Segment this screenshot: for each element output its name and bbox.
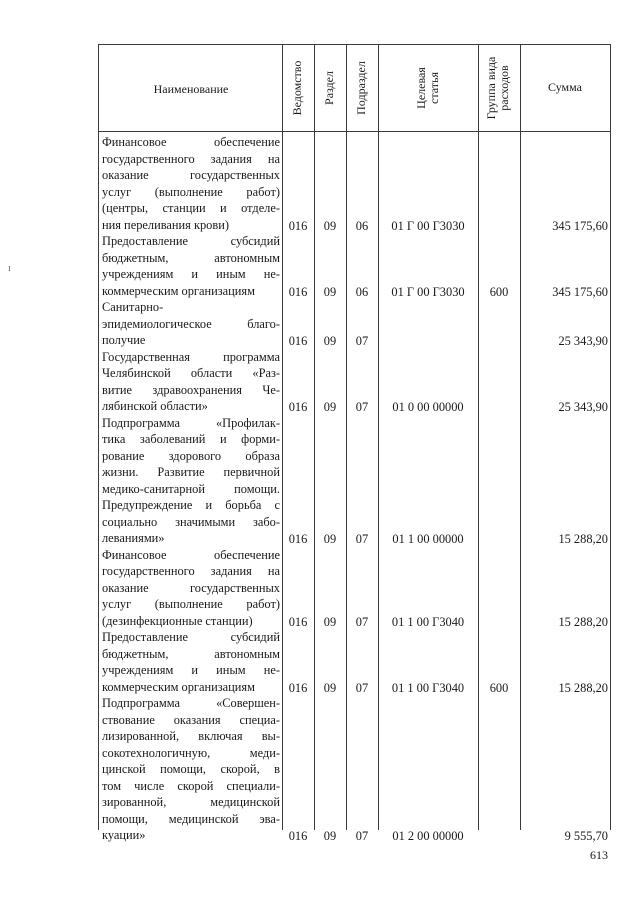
row-name-line: ствование оказания специа-	[102, 712, 280, 727]
row-name-line: коммерческим организациям	[102, 679, 255, 694]
row-razdel: 09	[323, 334, 337, 348]
row-name-line: Санитарно-	[102, 300, 164, 314]
row-summa: 15 288,20	[558, 532, 608, 546]
header-name: Наименование	[153, 82, 229, 96]
row-podrazdel: 06	[355, 218, 369, 233]
row-name	[102, 299, 280, 349]
row-name-line: Подпрограмма «Профилак-	[102, 415, 280, 430]
row-name-line: бюджетным, автономным	[102, 646, 280, 661]
row-name	[102, 695, 280, 844]
header-gruppa-line1: Группа вида	[484, 56, 498, 120]
row-summa: 345 175,60	[552, 218, 608, 233]
col-border-celevaya	[378, 44, 379, 830]
row-name-line: жизни. Развитие первичной	[102, 465, 280, 479]
row-name-line: ния переливания крови)	[102, 217, 229, 232]
row-name-line: услуг (выполнение работ)	[102, 597, 280, 611]
header-celevaya-line2: статья	[427, 72, 441, 104]
row-name-line: учреждениям и иным не-	[102, 267, 280, 281]
col-border-left	[98, 44, 99, 830]
row-name-line: оказание государственных	[102, 168, 280, 182]
row-razdel: 09	[323, 532, 337, 546]
row-celevaya: 01 Г 00 Г3030	[391, 218, 465, 233]
row-gruppa: 600	[489, 284, 509, 299]
table-top-border	[98, 44, 610, 45]
row-vedomstvo: 016	[288, 680, 308, 695]
row-name-line: бюджетным, автономным	[102, 250, 280, 265]
row-name-line: получие	[102, 333, 146, 347]
header-razdel: Раздел	[322, 71, 336, 105]
row-name	[102, 233, 280, 299]
row-name-line: зированной, медицинской	[102, 795, 280, 809]
header-vedomstvo: Ведомство	[290, 60, 304, 116]
row-name-line: леваниями»	[102, 531, 165, 545]
page-number: 613	[590, 848, 608, 862]
row-razdel: 09	[323, 829, 337, 843]
row-vedomstvo: 016	[288, 400, 308, 414]
row-podrazdel: 07	[355, 614, 369, 629]
header-celevaya	[415, 43, 441, 133]
row-name-line: оказание государственных	[102, 580, 280, 595]
row-name-line: Челябинской области «Раз-	[102, 366, 280, 380]
row-name-line: Предоставление субсидий	[102, 234, 280, 248]
row-celevaya: 01 1 00 00000	[392, 532, 464, 546]
row-name-line: помощи, медицинской эва-	[102, 811, 280, 826]
row-razdel: 09	[323, 218, 337, 233]
row-name-line: лябинской области»	[102, 399, 208, 413]
row-celevaya: 01 1 00 Г3040	[391, 614, 465, 629]
row-name-line: (центры, станции и отделе-	[102, 201, 280, 215]
row-name	[102, 415, 280, 547]
row-vedomstvo: 016	[288, 284, 308, 299]
row-name-line: услуг (выполнение работ)	[102, 184, 280, 199]
row-razdel: 09	[323, 614, 337, 629]
row-gruppa: 600	[489, 680, 509, 695]
row-summa: 25 343,90	[558, 400, 608, 414]
row-name-line: куации»	[102, 828, 146, 842]
row-celevaya: 01 Г 00 Г3030	[391, 284, 465, 299]
col-border-summa	[520, 44, 521, 830]
row-podrazdel: 07	[355, 680, 369, 695]
header-summa: Сумма	[548, 80, 582, 94]
row-name-line: витие здравоохранения Че-	[102, 382, 280, 397]
row-name-line: эпидемиологическое благо-	[102, 316, 280, 331]
row-vedomstvo: 016	[288, 334, 308, 348]
row-vedomstvo: 016	[288, 532, 308, 546]
row-name-line: (дезинфекционные станции)	[102, 613, 253, 628]
row-name-line: коммерческим организациям	[102, 283, 255, 298]
row-summa: 9 555,70	[564, 829, 608, 843]
row-summa: 25 343,90	[558, 334, 608, 348]
row-name-line: Предупреждение и борьба с	[102, 498, 280, 512]
row-name-line: Финансовое обеспечение	[102, 135, 280, 149]
row-name-line: государственного задания на	[102, 151, 280, 166]
row-name-line: цинской помощи, скорой, в	[102, 762, 280, 776]
row-name-line: рование здорового образа	[102, 448, 280, 463]
row-summa: 15 288,20	[558, 614, 608, 629]
row-razdel: 09	[323, 400, 337, 414]
row-summa: 15 288,20	[558, 680, 608, 695]
row-vedomstvo: 016	[288, 614, 308, 629]
row-name-line: Подпрограмма «Совершен-	[102, 696, 280, 710]
row-podrazdel: 07	[355, 400, 369, 414]
row-name-line: государственного задания на	[102, 564, 280, 578]
row-celevaya: 01 2 00 00000	[392, 829, 464, 843]
row-name-line: Государственная программа	[102, 349, 280, 364]
header-celevaya-line1: Целевая	[414, 67, 428, 109]
row-name	[102, 547, 280, 630]
col-border-ved	[282, 44, 283, 830]
header-bottom-border	[98, 131, 610, 132]
col-border-right	[610, 44, 611, 830]
row-podrazdel: 07	[355, 829, 369, 843]
row-razdel: 09	[323, 284, 337, 299]
row-celevaya: 01 1 00 Г3040	[391, 680, 465, 695]
row-name-line: том числе скорой специали-	[102, 778, 280, 793]
row-name	[102, 134, 280, 233]
row-vedomstvo: 016	[288, 829, 308, 843]
header-gruppa-line2: расходов	[497, 65, 511, 111]
col-border-razdel	[314, 44, 315, 830]
row-name-line: социально значимыми забо-	[102, 514, 280, 529]
row-podrazdel: 06	[355, 284, 369, 299]
row-vedomstvo: 016	[288, 218, 308, 233]
row-name-line: медико-санитарной помощи.	[102, 481, 280, 496]
row-razdel: 09	[323, 680, 337, 695]
row-summa: 345 175,60	[552, 284, 608, 299]
header-gruppa	[485, 43, 511, 133]
stray-mark: ı	[8, 262, 12, 274]
row-name-line: сокотехнологичную, меди-	[102, 745, 280, 760]
row-podrazdel: 07	[355, 532, 369, 546]
row-name-line: Финансовое обеспечение	[102, 547, 280, 562]
col-border-gruppa	[478, 44, 479, 830]
row-name	[102, 629, 280, 695]
row-name-line: тика заболеваний и форми-	[102, 432, 280, 446]
row-name-line: Предоставление субсидий	[102, 630, 280, 644]
row-podrazdel: 07	[355, 334, 369, 348]
row-name-line: учреждениям и иным не-	[102, 663, 280, 677]
row-name-line: лизированной, включая вы-	[102, 729, 280, 743]
header-podrazdel: Подраздел	[354, 61, 368, 115]
col-border-podrazdel	[346, 44, 347, 830]
row-celevaya: 01 0 00 00000	[392, 400, 464, 414]
row-name	[102, 349, 280, 415]
